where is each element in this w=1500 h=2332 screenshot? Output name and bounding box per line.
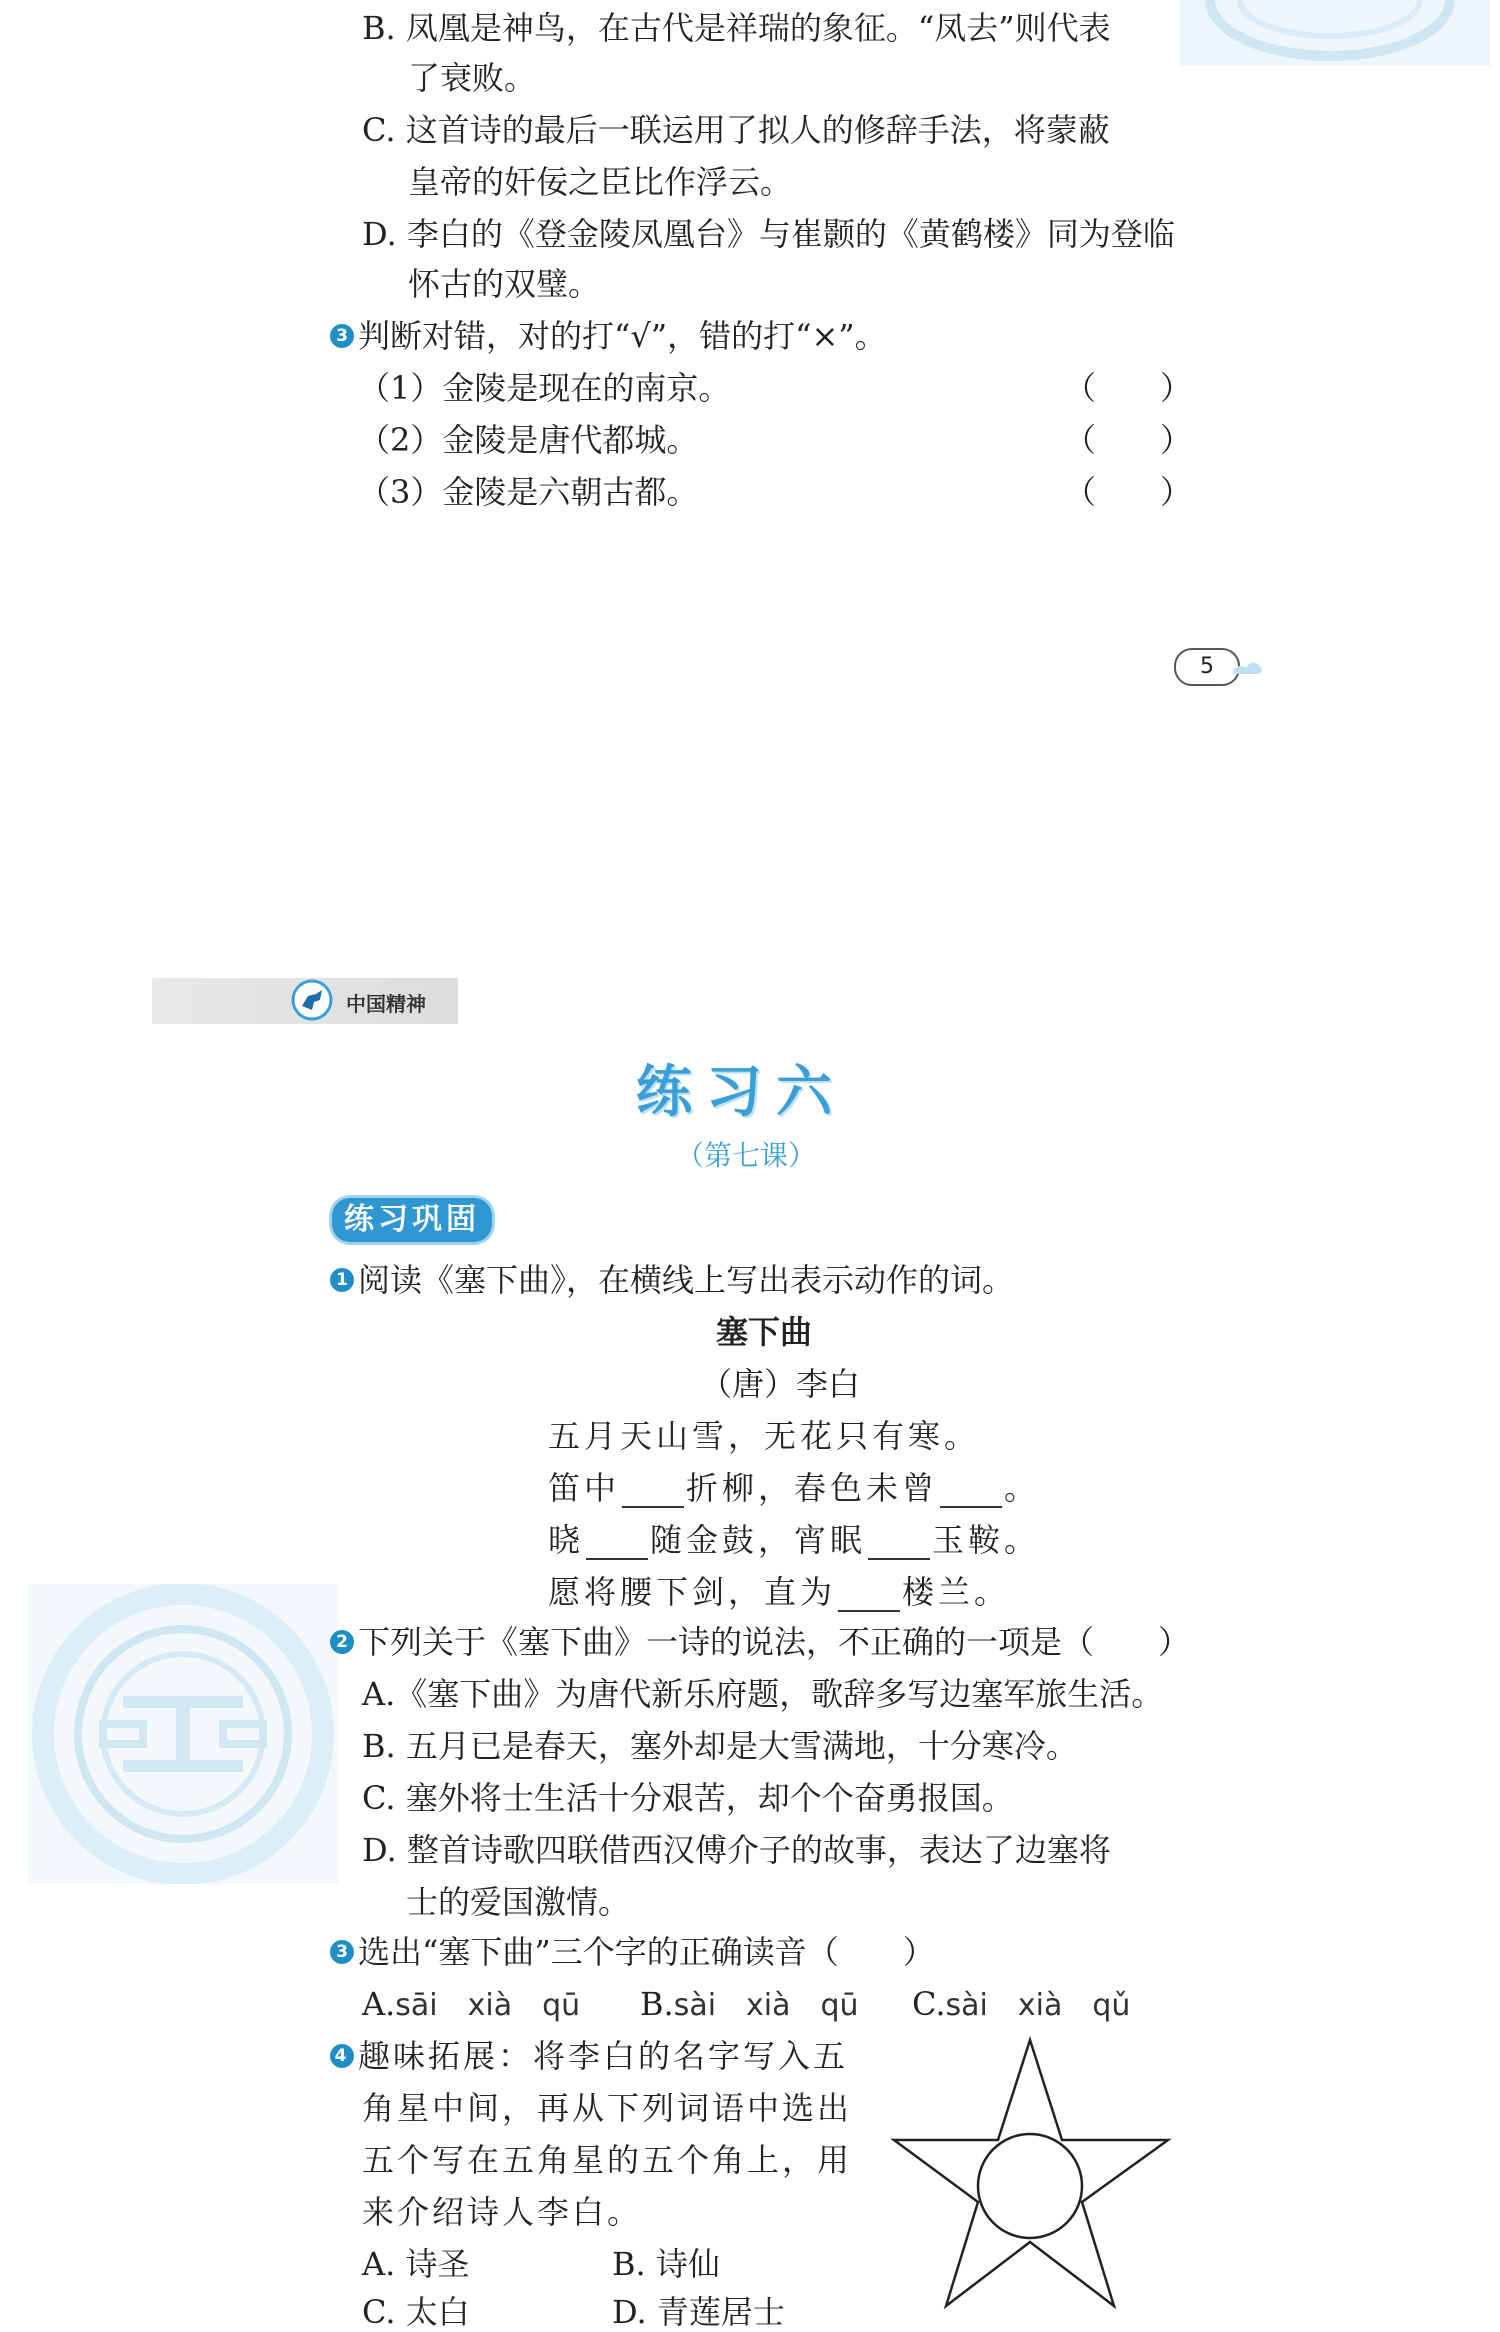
poem-text: 。: [1004, 1469, 1041, 1507]
question-1: [330, 1260, 1014, 1300]
fill-blank[interactable]: [868, 1530, 930, 1560]
five-point-star-diagram[interactable]: [890, 2036, 1190, 2322]
poem-line-2: [548, 1468, 1040, 1508]
exercise-title: 练习六: [636, 1060, 846, 1125]
q4-option-a[interactable]: A. 诗圣: [362, 2245, 470, 2283]
option-c-line1: C. 这首诗的最后一联运用了拟人的修辞手法，将蒙蔽: [362, 111, 1110, 149]
question-text: 阅读《塞下曲》，在横线上写出表示动作的词。: [358, 1261, 1015, 1299]
q4-text-line-4: 来介绍诗人李白。: [362, 2193, 643, 2231]
fill-blank[interactable]: [586, 1530, 648, 1560]
question-number-badge: 3: [330, 1940, 354, 1964]
answer-paren-1[interactable]: （ ）: [1064, 369, 1193, 407]
question-number-badge: 4: [330, 2044, 354, 2068]
question-text: 趣味拓展：将李白的名字写入五: [358, 2037, 849, 2075]
fill-blank[interactable]: [940, 1478, 1002, 1508]
poem-line-1: [548, 1416, 980, 1456]
watermark-medallion-icon: [28, 1584, 338, 1884]
question-number-badge: 2: [330, 1630, 354, 1654]
q4-option-c[interactable]: C. 太白: [362, 2293, 470, 2331]
question-text: 选出“塞下曲”三个字的正确读音（ ）: [358, 1933, 935, 1971]
poem-text: 五月天山雪，无花只有寒。: [548, 1417, 981, 1455]
question-2: [330, 1622, 1190, 1662]
watermark-top-right-icon: [1180, 0, 1490, 66]
option-d-line1: D. 李白的《登金陵凤凰台》与崔颢的《黄鹤楼》同为登临: [362, 215, 1175, 253]
option-c-line2: 皇帝的奸佞之臣比作浮云。: [408, 163, 793, 201]
question-number-badge: 3: [330, 324, 354, 348]
option-b-line2: 了衰败。: [408, 59, 537, 97]
option-b-line1: B. 凤凰是神鸟，在古代是祥瑞的象征。“凤去”则代表: [362, 9, 1111, 47]
poem-text: 折柳，春色未曾: [686, 1469, 939, 1507]
poem-text: 随金鼓，宵眠: [650, 1521, 867, 1559]
cloud-ornament-icon: [1230, 656, 1264, 680]
q4-text-line-2: 角星中间，再从下列词语中选出: [362, 2089, 853, 2127]
horse-emblem-icon: [290, 978, 334, 1022]
q2-option-b[interactable]: B. 五月已是春天，塞外却是大雪满地，十分寒冷。: [362, 1727, 1078, 1765]
q2-option-d-line2: 士的爱国激情。: [406, 1883, 631, 1921]
fill-blank[interactable]: [838, 1582, 900, 1612]
answer-paren-2[interactable]: （ ）: [1064, 421, 1193, 459]
q2-option-a[interactable]: A.《塞下曲》为唐代新乐府题，歌辞多写边塞军旅生活。: [362, 1675, 1164, 1713]
q4-option-b[interactable]: B. 诗仙: [612, 2245, 720, 2283]
exercise-subtitle: （第七课）: [676, 1139, 817, 1172]
q4-option-d[interactable]: D. 青莲居士: [612, 2293, 785, 2331]
fill-blank[interactable]: [622, 1478, 684, 1508]
judgment-item-2: （2）金陵是唐代都城。: [358, 421, 699, 459]
q3-option-a[interactable]: [362, 1984, 580, 2026]
star-center-circle: [978, 2134, 1082, 2238]
q3-option-b[interactable]: [640, 1984, 859, 2026]
q2-option-c[interactable]: C. 塞外将士生活十分艰苦，却个个奋勇报国。: [362, 1779, 1014, 1817]
poem-title: 塞下曲: [716, 1313, 813, 1351]
answer-paren-3[interactable]: （ ）: [1064, 473, 1193, 511]
option-label: A.: [362, 1985, 396, 2023]
option-pinyin: sài xià qǔ: [945, 1988, 1131, 2023]
option-pinyin: sài xià qū: [673, 1988, 859, 2023]
q3-option-c[interactable]: [912, 1984, 1130, 2026]
option-d-line2: 怀古的双璧。: [408, 265, 601, 303]
poem-text: 笛中: [548, 1469, 621, 1507]
judgment-item-3: （3）金陵是六朝古都。: [358, 473, 699, 511]
question-text: 下列关于《塞下曲》一诗的说法，不正确的一项是（ ）: [358, 1623, 1191, 1661]
poem-author: （唐）李白: [700, 1365, 861, 1403]
option-pinyin: sāi xià qū: [395, 1988, 581, 2023]
question-4: [330, 2036, 848, 2076]
poem-line-4: [548, 1572, 1010, 1612]
q2-option-d[interactable]: D. 整首诗歌四联借西汉傅介子的故事，表达了边塞将: [362, 1831, 1111, 1869]
judgment-item-1: （1）金陵是现在的南京。: [358, 369, 731, 407]
option-label: B.: [640, 1985, 674, 2023]
section-label: 中国精神: [346, 992, 426, 1016]
practice-badge: 练习巩固: [332, 1198, 492, 1242]
poem-line-3: [548, 1520, 1040, 1560]
question-number-badge: 1: [330, 1268, 354, 1292]
poem-text: 愿将腰下剑，直为: [548, 1573, 837, 1611]
question-text: 判断对错，对的打“√”，错的打“×”。: [358, 317, 887, 355]
q4-text-line-3: 五个写在五角星的五个角上，用: [362, 2141, 853, 2179]
question-3: [330, 1932, 935, 1972]
poem-text: 玉鞍。: [932, 1521, 1041, 1559]
poem-text: 楼兰。: [902, 1573, 1011, 1611]
page-number: 5: [1174, 648, 1240, 686]
question-3-judgment: [330, 316, 887, 356]
option-label: C.: [912, 1985, 946, 2023]
poem-text: 晓: [548, 1521, 585, 1559]
